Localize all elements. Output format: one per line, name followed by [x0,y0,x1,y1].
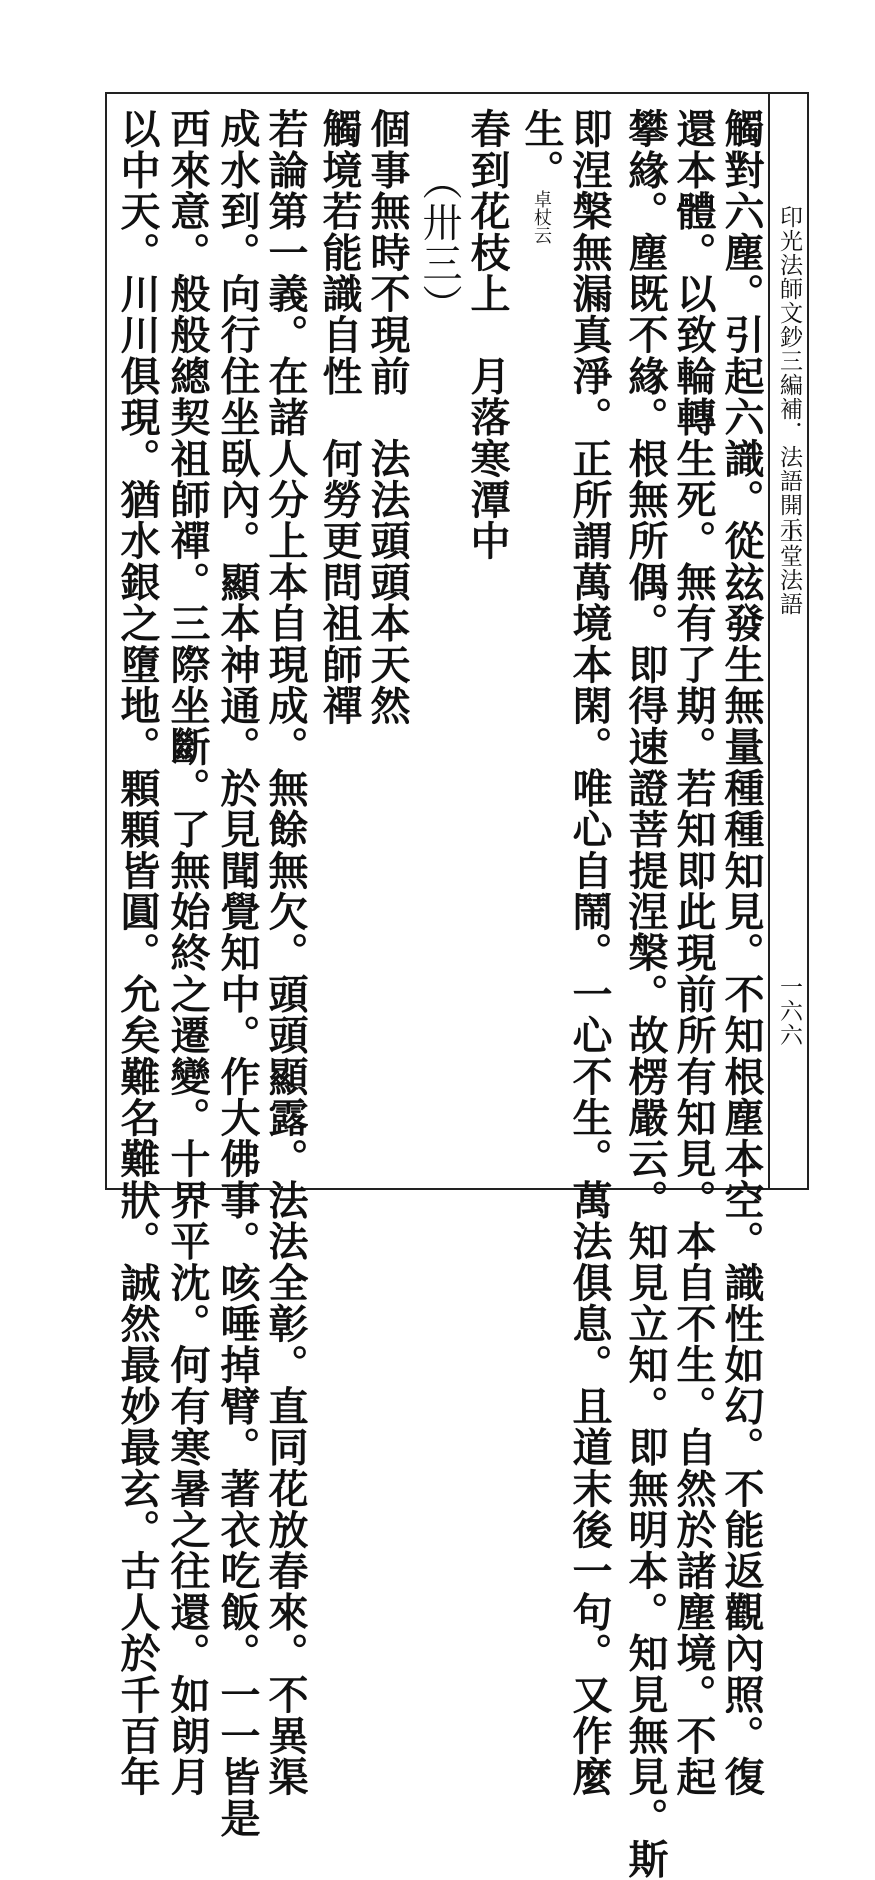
verse-line-1: 春到花枝上 月落寒潭中 [464,108,511,562]
frame-header-divider-line [768,92,770,1190]
text-column-13: 以中天。川川俱現。猶水銀之墮地。顆顆皆圓。允矣難名難狀。誠然最妙最玄。古人於千百年 [114,108,161,1798]
frame-top-line [105,92,809,94]
frame-left-line [105,92,107,1190]
text-column-10: 若論第一義。在諸人分上本自現成。無餘無欠。頭頭顯露。法法全彰。直同花放春來。不異渠 [262,108,309,1798]
text-column-1: 觸對六塵。引起六識。從玆發生無量種種知見。不知根塵本空。識性如幻。不能返觀內照。復 [718,108,765,1798]
section-title: 上堂法語 [776,520,802,616]
text-column-11: 成水到。向行住坐臥內。顯本神通。於見聞覺知中。作大佛事。咳唾掉臂。著衣吃飯。一一皆是 [214,108,261,1839]
column-5-text: 生。 [518,108,565,191]
verse-line-2: 個事無時不現前 法法頭頭本天然 [364,108,411,726]
book-title: 印光法師文鈔三編補．法語開示 [776,205,802,541]
text-column-3: 攀緣。塵既不緣。根無所偶。即得速證菩提涅槃。故楞嚴云。知見立知。即無明本。知見無見。斯 [622,108,669,1880]
inline-note: 卓杖云 [531,190,552,245]
verse-line-3: 觸境若能識自性 何勞更問祖師禪 [316,108,363,726]
text-column-12: 西來意。般般總契祖師禪。三際坐斷。了無始終之遷變。十界平沈。何有寒暑之往還。如朗月 [164,108,211,1798]
page-number: 一六六 [776,975,802,1047]
frame-right-outer-line [807,92,809,1190]
text-column-4: 即涅槃無漏真淨。正所謂萬境本閑。唯心自鬧。一心不生。萬法俱息。且道末後一句。又作麼 [566,108,613,1798]
text-column-2: 還本體。以致輪轉生死。無有了期。若知即此現前所有知見。本自不生。自然於諸塵境。不起 [670,108,717,1798]
text-column-5 [518,108,565,245]
section-number: （卅三） [416,160,462,325]
